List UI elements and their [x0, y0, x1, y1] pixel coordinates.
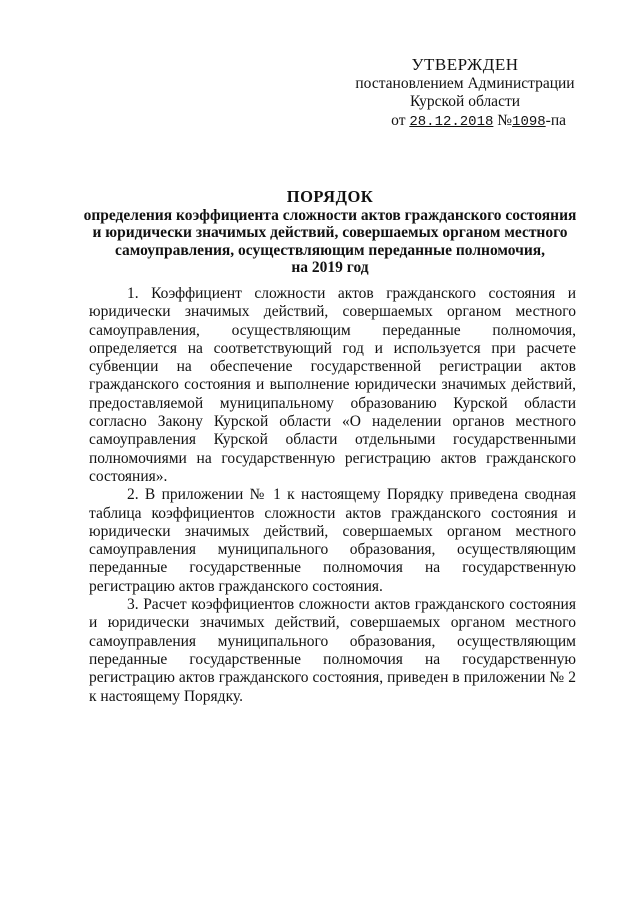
- paragraph-1: 1. Коэффициент сложности актов гражданского состояния и юридически значимых действий, совершаемых органом местного самоуправления, осуществляющим переданные полномочия, определяется на соответствующий год и используется при расчете субвенции на обеспечение государственной регистрации актов гражданского состояния и выполнение юридически значимых действий, предоставляемой муниципальному образованию Курской области согласно Закону Курской области «О наделении органов местного самоуправления Курской области отдельными государственными полномочиями на государственную регистрацию актов гражданского состояния».: [89, 285, 576, 485]
- approval-date: 28.12.2018: [409, 113, 494, 130]
- title-line-2: и юридически значимых действий, совершаемых органом местного: [92, 224, 568, 241]
- title-main: ПОРЯДОК: [286, 187, 374, 206]
- title-line-3: самоуправления, осуществляющим переданные полномочия,: [114, 241, 546, 259]
- document-body: [89, 285, 576, 706]
- date-prefix: от: [391, 111, 406, 129]
- approval-heading: УТВЕРЖДЕН: [411, 55, 519, 74]
- approval-line-1: постановлением Администрации: [355, 74, 575, 92]
- title-line-1: определения коэффициента сложности актов гражданского состояния: [83, 206, 577, 224]
- approval-stamp: [350, 56, 580, 131]
- paragraph-2: 2. В приложении № 1 к настоящему Порядку приведена сводная таблица коэффициентов сложности актов гражданского состояния и юридически значимых действий, совершаемых органом местного самоуправления муниципального образования, осуществляющим переданные государственные полномочия на государственную регистрацию актов гражданского состояния.: [89, 486, 576, 595]
- paragraph-3: 3. Расчет коэффициентов сложности актов гражданского состояния и юридически значимых действий, совершаемых органом местного самоуправления муниципального образования, осуществляющим переданные государственные полномочия на государственную регистрацию актов гражданского состояния, приведен в приложении № 2 к настоящему Порядку.: [89, 596, 576, 705]
- approval-number: 1098: [512, 113, 546, 130]
- number-prefix: №: [497, 111, 513, 129]
- number-suffix: -па: [545, 111, 566, 129]
- document-title: [80, 188, 580, 277]
- approval-date-line: [350, 112, 580, 132]
- title-line-4: на 2019 год: [291, 259, 369, 276]
- approval-line-2: Курской области: [409, 93, 521, 110]
